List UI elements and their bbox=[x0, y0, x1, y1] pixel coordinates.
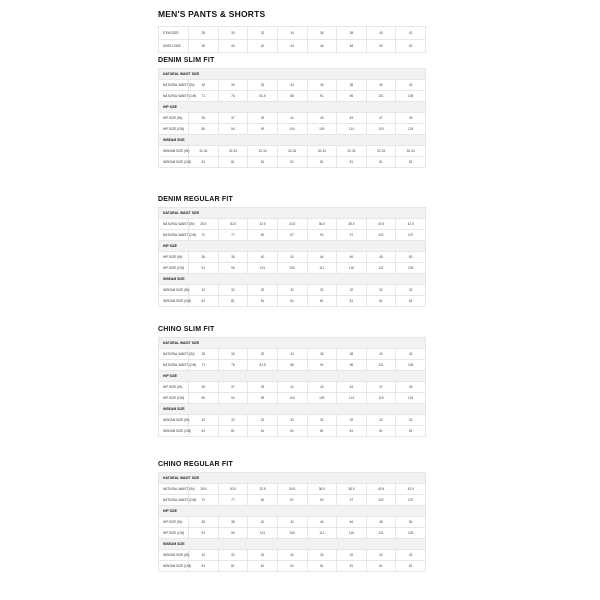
size-cell: 40 bbox=[248, 517, 278, 528]
size-table-1 bbox=[158, 68, 426, 168]
size-cell: 89 bbox=[189, 124, 219, 135]
size-cell: 81 bbox=[337, 296, 367, 307]
size-cell: 30 bbox=[218, 27, 248, 40]
size-cell: 32 bbox=[248, 550, 278, 561]
size-cell: 32 bbox=[277, 415, 307, 426]
size-cell: 81 bbox=[218, 157, 248, 168]
row-label: NATURAL WAIST (CM) bbox=[159, 495, 189, 506]
table-row bbox=[159, 484, 426, 495]
size-cell: 72 bbox=[189, 230, 219, 241]
size-cell: 32-34 bbox=[396, 146, 426, 157]
size-cell: 81.5 bbox=[248, 360, 278, 371]
table-row bbox=[159, 360, 426, 371]
size-cell: 119 bbox=[366, 124, 396, 135]
size-cell: 81 bbox=[366, 426, 396, 437]
size-cell: 32.5 bbox=[248, 219, 278, 230]
size-cell: 126 bbox=[396, 263, 426, 274]
size-cell: 38 bbox=[337, 349, 367, 360]
table-row bbox=[159, 252, 426, 263]
size-cell: 32 bbox=[307, 415, 337, 426]
group-heading-row bbox=[159, 274, 426, 285]
size-cell: 76 bbox=[218, 360, 248, 371]
size-cell: 47 bbox=[366, 113, 396, 124]
size-cell: 32 bbox=[396, 415, 426, 426]
size-cell: 40 bbox=[218, 40, 248, 53]
size-table-4 bbox=[158, 472, 426, 572]
size-cell: 124 bbox=[396, 393, 426, 404]
size-cell: 49 bbox=[396, 113, 426, 124]
size-cell: 81 bbox=[277, 296, 307, 307]
size-cell: 91 bbox=[307, 360, 337, 371]
row-label: ITEM SIZE bbox=[159, 27, 189, 40]
size-cell: 28 bbox=[189, 80, 219, 91]
size-cell: 71 bbox=[189, 360, 219, 371]
size-cell: 121 bbox=[366, 528, 396, 539]
size-cell: 81 bbox=[248, 561, 278, 572]
size-cell: 32 bbox=[307, 550, 337, 561]
size-cell: 38 bbox=[337, 27, 367, 40]
size-cell: 28.5 bbox=[189, 484, 219, 495]
size-cell: 81 bbox=[396, 296, 426, 307]
size-cell: 116 bbox=[337, 528, 367, 539]
size-cell: 34.5 bbox=[277, 219, 307, 230]
size-cell: 81 bbox=[277, 157, 307, 168]
size-cell: 34 bbox=[277, 27, 307, 40]
table-row bbox=[159, 27, 426, 40]
size-cell: 82 bbox=[248, 230, 278, 241]
size-cell: 102 bbox=[366, 230, 396, 241]
size-cell: 38 bbox=[337, 80, 367, 91]
size-cell: 42 bbox=[277, 252, 307, 263]
size-cell: 32 bbox=[248, 80, 278, 91]
row-label: INSEAM SIZE (IN) bbox=[159, 550, 189, 561]
size-cell: 40 bbox=[366, 80, 396, 91]
size-cell: 32-34 bbox=[307, 146, 337, 157]
table-row bbox=[159, 561, 426, 572]
size-cell: 45 bbox=[337, 113, 367, 124]
size-cell: 43 bbox=[307, 382, 337, 393]
size-cell: 50 bbox=[396, 517, 426, 528]
size-cell: 38.5 bbox=[337, 219, 367, 230]
size-cell: 96 bbox=[337, 91, 367, 102]
size-cell: 96 bbox=[218, 528, 248, 539]
size-cell: 124 bbox=[396, 124, 426, 135]
section-title: CHINO REGULAR FIT bbox=[158, 461, 233, 468]
size-cell: 81 bbox=[189, 296, 219, 307]
size-table-3 bbox=[158, 337, 426, 437]
size-cell: 99 bbox=[248, 393, 278, 404]
size-cell: 49 bbox=[396, 382, 426, 393]
size-cell: 38 bbox=[218, 517, 248, 528]
size-cell: 81 bbox=[189, 426, 219, 437]
row-label: HIP SIZE (CM) bbox=[159, 263, 189, 274]
size-cell: 97 bbox=[337, 230, 367, 241]
size-cell: 86 bbox=[277, 360, 307, 371]
size-cell: 101 bbox=[366, 91, 396, 102]
size-cell: 32-34 bbox=[337, 146, 367, 157]
size-cell: 32 bbox=[307, 285, 337, 296]
size-cell: 36 bbox=[307, 80, 337, 91]
group-heading: INSEAM SIZE bbox=[159, 274, 426, 285]
group-heading: NATURAL WAIST SIZE bbox=[159, 208, 426, 219]
size-cell: 81 bbox=[277, 561, 307, 572]
section-title: DENIM SLIM FIT bbox=[158, 57, 215, 64]
row-label: HIP SIZE (IN) bbox=[159, 382, 189, 393]
size-cell: 32-34 bbox=[248, 146, 278, 157]
size-cell: 32 bbox=[189, 550, 219, 561]
size-cell: 111 bbox=[307, 528, 337, 539]
size-cell: 44 bbox=[307, 517, 337, 528]
size-cell: 81 bbox=[307, 561, 337, 572]
table-row bbox=[159, 40, 426, 53]
row-label: US/EU SIZE bbox=[159, 40, 189, 53]
size-cell: 32 bbox=[218, 415, 248, 426]
size-cell: 41 bbox=[277, 113, 307, 124]
size-cell: 42.5 bbox=[396, 484, 426, 495]
size-cell: 32-34 bbox=[277, 146, 307, 157]
size-cell: 32 bbox=[189, 285, 219, 296]
size-cell: 81 bbox=[218, 426, 248, 437]
size-cell: 81 bbox=[396, 426, 426, 437]
row-label: INSEAM SIZE (IN) bbox=[159, 285, 189, 296]
size-cell: 32-34 bbox=[189, 146, 219, 157]
size-cell: 42 bbox=[396, 27, 426, 40]
row-label: NATURAL WAIST (CM) bbox=[159, 91, 189, 102]
size-cell: 32 bbox=[248, 27, 278, 40]
table-row bbox=[159, 349, 426, 360]
size-cell: 40.5 bbox=[366, 484, 396, 495]
table-row bbox=[159, 157, 426, 168]
table-row bbox=[159, 550, 426, 561]
size-cell: 96 bbox=[218, 263, 248, 274]
size-cell: 32 bbox=[396, 285, 426, 296]
size-cell: 81 bbox=[248, 426, 278, 437]
group-heading-row bbox=[159, 338, 426, 349]
table-row bbox=[159, 263, 426, 274]
size-cell: 36 bbox=[307, 27, 337, 40]
size-cell: 101 bbox=[366, 360, 396, 371]
table-row bbox=[159, 495, 426, 506]
size-cell: 81 bbox=[218, 561, 248, 572]
group-heading: HIP SIZE bbox=[159, 506, 426, 517]
row-label: HIP SIZE (CM) bbox=[159, 528, 189, 539]
size-cell: 32-34 bbox=[218, 146, 248, 157]
size-cell: 81 bbox=[396, 561, 426, 572]
size-cell: 42 bbox=[277, 517, 307, 528]
size-cell: 40.5 bbox=[366, 219, 396, 230]
size-cell: 34 bbox=[277, 80, 307, 91]
size-cell: 81 bbox=[366, 561, 396, 572]
row-label: NATURAL WAIST (CM) bbox=[159, 230, 189, 241]
size-cell: 32 bbox=[248, 349, 278, 360]
size-cell: 81 bbox=[337, 561, 367, 572]
table-row bbox=[159, 146, 426, 157]
size-cell: 45 bbox=[337, 382, 367, 393]
row-label: NATURAL WAIST (IN) bbox=[159, 219, 189, 230]
size-cell: 121 bbox=[366, 263, 396, 274]
row-label: HIP SIZE (CM) bbox=[159, 124, 189, 135]
size-cell: 81 bbox=[248, 157, 278, 168]
row-label: NATURAL WAIST (IN) bbox=[159, 80, 189, 91]
table-row bbox=[159, 285, 426, 296]
table-row bbox=[159, 91, 426, 102]
size-cell: 91 bbox=[307, 91, 337, 102]
size-cell: 32 bbox=[337, 550, 367, 561]
size-cell: 52 bbox=[396, 40, 426, 53]
size-cell: 48 bbox=[337, 40, 367, 53]
size-cell: 104 bbox=[277, 124, 307, 135]
size-cell: 30.5 bbox=[218, 484, 248, 495]
size-cell: 38 bbox=[189, 40, 219, 53]
size-cell: 32 bbox=[189, 415, 219, 426]
group-heading-row bbox=[159, 371, 426, 382]
table-row bbox=[159, 113, 426, 124]
size-cell: 94 bbox=[218, 124, 248, 135]
size-cell: 50 bbox=[366, 40, 396, 53]
size-cell: 39 bbox=[248, 113, 278, 124]
size-cell: 39 bbox=[248, 382, 278, 393]
size-cell: 30 bbox=[218, 349, 248, 360]
size-cell: 119 bbox=[366, 393, 396, 404]
size-cell: 37 bbox=[218, 382, 248, 393]
size-cell: 92 bbox=[307, 230, 337, 241]
group-heading-row bbox=[159, 208, 426, 219]
row-label: HIP SIZE (IN) bbox=[159, 113, 189, 124]
size-cell: 32 bbox=[337, 285, 367, 296]
table-row bbox=[159, 296, 426, 307]
size-cell: 40 bbox=[366, 349, 396, 360]
size-cell: 97 bbox=[337, 495, 367, 506]
row-label: INSEAM SIZE (CM) bbox=[159, 296, 189, 307]
size-cell: 41 bbox=[277, 382, 307, 393]
size-cell: 114 bbox=[337, 393, 367, 404]
size-cell: 46 bbox=[337, 252, 367, 263]
size-cell: 46 bbox=[307, 40, 337, 53]
size-cell: 87 bbox=[277, 495, 307, 506]
size-cell: 81 bbox=[366, 296, 396, 307]
size-cell: 36 bbox=[189, 517, 219, 528]
size-cell: 50 bbox=[396, 252, 426, 263]
size-cell: 32 bbox=[366, 550, 396, 561]
size-cell: 36 bbox=[307, 349, 337, 360]
row-label: INSEAM SIZE (IN) bbox=[159, 146, 189, 157]
size-cell: 32 bbox=[277, 550, 307, 561]
group-heading-row bbox=[159, 539, 426, 550]
row-label: INSEAM SIZE (CM) bbox=[159, 426, 189, 437]
size-cell: 34 bbox=[277, 349, 307, 360]
table-row bbox=[159, 219, 426, 230]
section-title: DENIM REGULAR FIT bbox=[158, 196, 233, 203]
table-row bbox=[159, 393, 426, 404]
size-cell: 106 bbox=[396, 360, 426, 371]
size-cell: 42.5 bbox=[396, 219, 426, 230]
size-cell: 43 bbox=[307, 113, 337, 124]
size-cell: 81 bbox=[337, 426, 367, 437]
size-cell: 81 bbox=[307, 296, 337, 307]
size-cell: 94 bbox=[218, 393, 248, 404]
size-cell: 28 bbox=[189, 27, 219, 40]
table-row bbox=[159, 415, 426, 426]
size-cell: 101 bbox=[248, 263, 278, 274]
row-label: NATURAL WAIST (IN) bbox=[159, 349, 189, 360]
size-cell: 40 bbox=[248, 252, 278, 263]
size-cell: 36 bbox=[189, 252, 219, 263]
size-cell: 91 bbox=[189, 263, 219, 274]
row-label: NATURAL WAIST (CM) bbox=[159, 360, 189, 371]
size-cell: 104 bbox=[277, 393, 307, 404]
group-heading-row bbox=[159, 404, 426, 415]
size-cell: 35 bbox=[189, 382, 219, 393]
size-cell: 32 bbox=[248, 285, 278, 296]
size-cell: 102 bbox=[366, 495, 396, 506]
size-cell: 81.5 bbox=[248, 91, 278, 102]
size-table-general bbox=[158, 26, 426, 53]
size-cell: 81 bbox=[337, 157, 367, 168]
group-heading-row bbox=[159, 102, 426, 113]
size-cell: 30.5 bbox=[218, 219, 248, 230]
group-heading: HIP SIZE bbox=[159, 241, 426, 252]
group-heading: NATURAL WAIST SIZE bbox=[159, 69, 426, 80]
table-row bbox=[159, 517, 426, 528]
size-cell: 36.5 bbox=[307, 219, 337, 230]
size-cell: 96 bbox=[337, 360, 367, 371]
size-cell: 81 bbox=[189, 561, 219, 572]
size-cell: 87 bbox=[277, 230, 307, 241]
size-cell: 48 bbox=[366, 252, 396, 263]
size-cell: 81 bbox=[366, 157, 396, 168]
size-cell: 32 bbox=[218, 550, 248, 561]
size-cell: 81 bbox=[277, 426, 307, 437]
size-cell: 92 bbox=[307, 495, 337, 506]
size-cell: 32 bbox=[366, 285, 396, 296]
size-cell: 32 bbox=[277, 285, 307, 296]
size-cell: 44 bbox=[307, 252, 337, 263]
size-cell: 38.5 bbox=[337, 484, 367, 495]
group-heading: HIP SIZE bbox=[159, 102, 426, 113]
row-label: HIP SIZE (CM) bbox=[159, 393, 189, 404]
size-cell: 86 bbox=[277, 91, 307, 102]
size-cell: 37 bbox=[218, 113, 248, 124]
size-cell: 107 bbox=[396, 495, 426, 506]
group-heading-row bbox=[159, 506, 426, 517]
group-heading-row bbox=[159, 241, 426, 252]
size-cell: 34.5 bbox=[277, 484, 307, 495]
size-cell: 77 bbox=[218, 495, 248, 506]
group-heading-row bbox=[159, 69, 426, 80]
size-cell: 106 bbox=[277, 528, 307, 539]
group-heading: NATURAL WAIST SIZE bbox=[159, 338, 426, 349]
size-cell: 106 bbox=[396, 91, 426, 102]
size-cell: 81 bbox=[218, 296, 248, 307]
size-cell: 71 bbox=[189, 91, 219, 102]
row-label: INSEAM SIZE (CM) bbox=[159, 157, 189, 168]
size-cell: 42 bbox=[248, 40, 278, 53]
size-cell: 32-34 bbox=[366, 146, 396, 157]
size-cell: 32 bbox=[218, 285, 248, 296]
size-cell: 101 bbox=[248, 528, 278, 539]
group-heading-row bbox=[159, 135, 426, 146]
row-label: INSEAM SIZE (CM) bbox=[159, 561, 189, 572]
table-row bbox=[159, 426, 426, 437]
row-label: NATURAL WAIST (IN) bbox=[159, 484, 189, 495]
size-cell: 44 bbox=[277, 40, 307, 53]
size-cell: 28 bbox=[189, 349, 219, 360]
row-label: INSEAM SIZE (IN) bbox=[159, 415, 189, 426]
size-cell: 30 bbox=[218, 80, 248, 91]
size-cell: 82 bbox=[248, 495, 278, 506]
size-cell: 32 bbox=[248, 415, 278, 426]
size-cell: 32 bbox=[366, 415, 396, 426]
group-heading: INSEAM SIZE bbox=[159, 135, 426, 146]
table-row bbox=[159, 528, 426, 539]
size-cell: 91 bbox=[189, 528, 219, 539]
size-cell: 28.5 bbox=[189, 219, 219, 230]
row-label: HIP SIZE (IN) bbox=[159, 517, 189, 528]
size-cell: 76 bbox=[218, 91, 248, 102]
size-cell: 36.5 bbox=[307, 484, 337, 495]
size-cell: 42 bbox=[396, 349, 426, 360]
group-heading-row bbox=[159, 473, 426, 484]
size-cell: 99 bbox=[248, 124, 278, 135]
table-row bbox=[159, 80, 426, 91]
page-title: MEN'S PANTS & SHORTS bbox=[158, 9, 266, 19]
size-cell: 47 bbox=[366, 382, 396, 393]
size-cell: 81 bbox=[396, 157, 426, 168]
group-heading: NATURAL WAIST SIZE bbox=[159, 473, 426, 484]
table-row bbox=[159, 230, 426, 241]
section-title: CHINO SLIM FIT bbox=[158, 326, 215, 333]
group-heading: HIP SIZE bbox=[159, 371, 426, 382]
group-heading: INSEAM SIZE bbox=[159, 539, 426, 550]
size-cell: 77 bbox=[218, 230, 248, 241]
row-label: HIP SIZE (IN) bbox=[159, 252, 189, 263]
size-cell: 116 bbox=[337, 263, 367, 274]
group-heading: INSEAM SIZE bbox=[159, 404, 426, 415]
size-cell: 38 bbox=[218, 252, 248, 263]
table-row bbox=[159, 124, 426, 135]
size-cell: 46 bbox=[337, 517, 367, 528]
size-cell: 81 bbox=[307, 157, 337, 168]
size-cell: 32 bbox=[337, 415, 367, 426]
size-cell: 109 bbox=[307, 393, 337, 404]
size-table-2 bbox=[158, 207, 426, 307]
size-cell: 89 bbox=[189, 393, 219, 404]
size-cell: 42 bbox=[396, 80, 426, 91]
size-cell: 126 bbox=[396, 528, 426, 539]
size-cell: 72 bbox=[189, 495, 219, 506]
size-cell: 32 bbox=[396, 550, 426, 561]
size-cell: 81 bbox=[189, 157, 219, 168]
size-cell: 109 bbox=[307, 124, 337, 135]
table-row bbox=[159, 382, 426, 393]
size-cell: 106 bbox=[277, 263, 307, 274]
size-cell: 114 bbox=[337, 124, 367, 135]
size-cell: 40 bbox=[366, 27, 396, 40]
size-cell: 81 bbox=[307, 426, 337, 437]
size-cell: 111 bbox=[307, 263, 337, 274]
size-cell: 107 bbox=[396, 230, 426, 241]
size-cell: 81 bbox=[248, 296, 278, 307]
size-cell: 48 bbox=[366, 517, 396, 528]
size-cell: 35 bbox=[189, 113, 219, 124]
size-cell: 32.5 bbox=[248, 484, 278, 495]
